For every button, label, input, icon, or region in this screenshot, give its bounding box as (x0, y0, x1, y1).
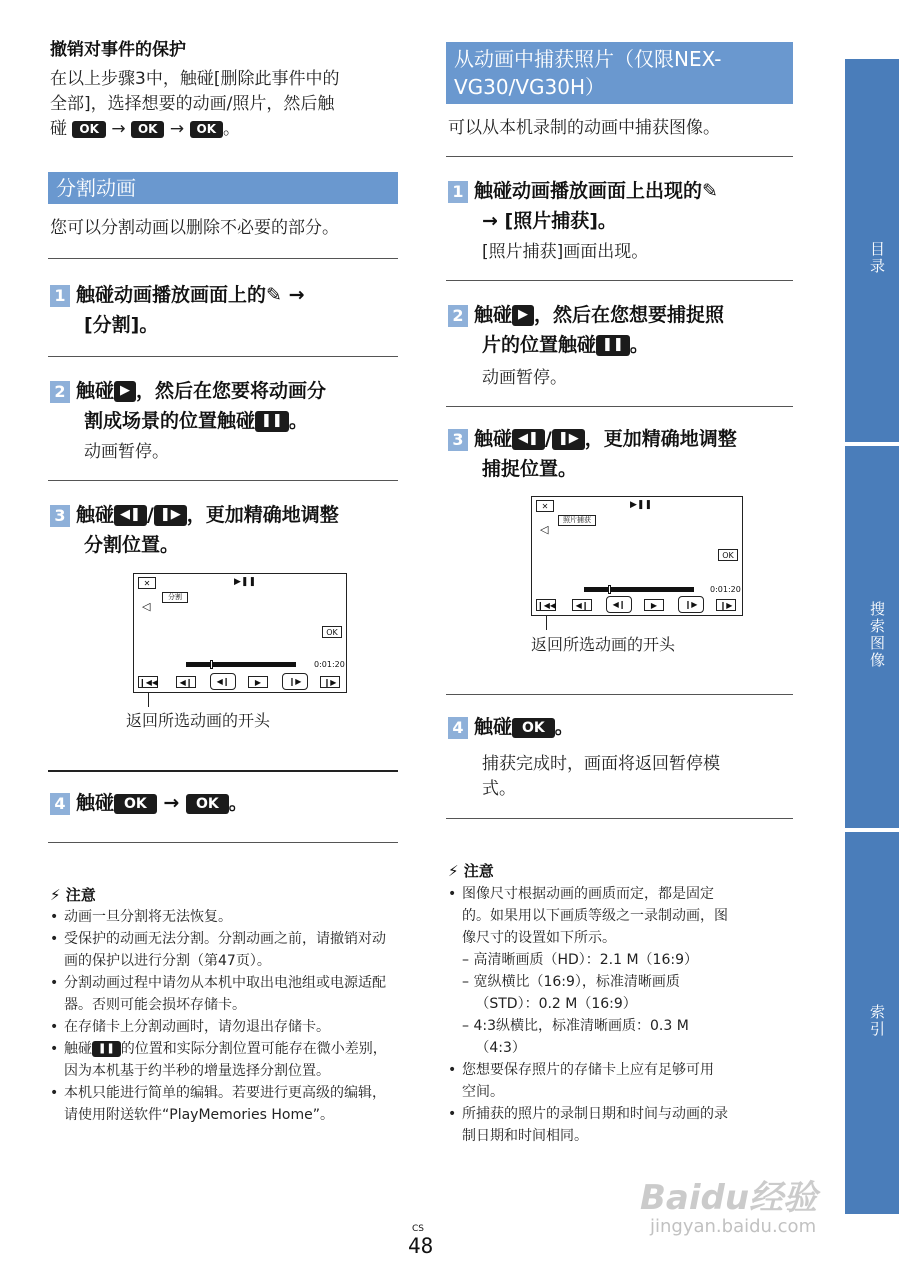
screen-ok: OK (322, 626, 342, 638)
step-number: 3 (50, 505, 70, 527)
screen-time: 0:01:20 (710, 585, 741, 594)
unprotect-text (50, 67, 400, 142)
step-2-sub: 动画暂停。 (84, 442, 169, 462)
go-start-icon: ❙◀◀ (139, 678, 159, 687)
step-4-sub (482, 752, 720, 802)
pause-icon: ❚❚ (255, 411, 289, 432)
tab-label: 索引 (868, 1004, 886, 1038)
note-item (448, 1059, 795, 1103)
dash-text: 宽纵横比（16:9），标准清晰画质 (473, 974, 680, 990)
step-4-sub-line-1: 捕获完成时，画面将返回暂停模 (482, 754, 720, 774)
capture-step-4 (448, 712, 795, 742)
note-item (448, 883, 795, 949)
note-item (50, 1038, 398, 1082)
capture-screen (531, 496, 743, 616)
step-number: 4 (448, 717, 468, 739)
speaker-icon: ◁ (142, 600, 151, 613)
frame-forward-icon: ❚▶ (552, 429, 585, 450)
step-text: 触碰动画播放画面上的 (76, 284, 267, 306)
close-icon: ✕ (138, 577, 156, 589)
play-icon: ▶ (114, 381, 136, 402)
divider (446, 406, 793, 407)
period: 。 (223, 119, 241, 139)
arrow: → (163, 792, 180, 814)
close-icon: ✕ (536, 500, 554, 512)
step-text: 触碰 (76, 380, 115, 402)
step-number: 1 (50, 285, 70, 307)
step-text: 触碰动画播放画面上出现的 (474, 180, 703, 202)
ok-button-icon: OK (114, 794, 157, 814)
step-text-2: 捕捉位置。 (482, 458, 578, 480)
notes-title (448, 860, 494, 881)
capture-heading-2: VG30/VG30H） (454, 75, 606, 99)
divide-step-1 (50, 280, 400, 340)
frame-back-icon: ◀❚ (512, 429, 545, 450)
edit-icon: ✎ (702, 180, 718, 202)
tab-label: 搜索图像 (868, 601, 886, 669)
play-icon: ▶ (644, 599, 664, 611)
step-text: 片的位置触碰 (482, 334, 597, 356)
watermark-url: jingyan.baidu.com (650, 1216, 817, 1237)
step-text: 割成场景的位置触碰 (84, 410, 256, 432)
note-line: 制日期和时间相同。 (462, 1128, 588, 1144)
divide-screen (133, 573, 347, 693)
go-start-icon: ❙◀◀ (537, 601, 557, 610)
step-text: 触碰 (474, 428, 513, 450)
note-prefix: 触碰 (64, 1041, 92, 1057)
dash-item: – 4:3纵横比，标准清晰画质：0.3 M （4:3） (462, 1018, 689, 1056)
step-text: 触碰 (76, 792, 115, 814)
frame-back-icon: ◀❚ (114, 505, 147, 526)
ok-button-icon: OK (72, 121, 106, 138)
divider (446, 156, 793, 157)
slow-forward-icon: ❙▶ (716, 599, 736, 611)
note-line: 的。如果用以下画质等级之一录制动画，图 (462, 908, 728, 924)
tab-search-images[interactable] (845, 444, 899, 828)
step-text: ，更加精确地调整 (584, 428, 737, 450)
step-4-sub-line-2: 式。 (482, 779, 516, 799)
speaker-icon: ◁ (540, 523, 549, 536)
frame-back-button: ◀❙ (210, 673, 236, 690)
tab-index[interactable] (845, 830, 899, 1214)
note-line: 像尺寸的设置如下所示。 (462, 930, 616, 946)
step-text: 。 (629, 334, 649, 356)
page-number: 48 (408, 1234, 434, 1258)
step-text: 触碰 (474, 304, 513, 326)
note-line: 空间。 (462, 1084, 504, 1100)
dash-item: – 高清晰画质（HD）：2.1 M（16:9） (462, 952, 698, 968)
note-text: 的位置和实际分割位置可能存在微小差别，因为本机基于约半秒的增量选择分割位置。 (64, 1041, 387, 1079)
screen-caption: 返回所选动画的开头 (126, 711, 271, 730)
ok-button-icon: OK (186, 794, 229, 814)
note-line: 您想要保存照片的存储卡上应有足够可用 (462, 1062, 714, 1078)
step-text: ，然后在您要将动画分 (136, 380, 327, 402)
unprotect-heading: 撤销对事件的保护 (50, 40, 186, 60)
arrow: → (111, 119, 126, 139)
step-text-2: 分割位置。 (84, 534, 180, 556)
divider (446, 280, 793, 281)
step-text-2: [分割]。 (84, 314, 159, 336)
watermark-logo: Baidu经验 (640, 1178, 818, 1218)
notes-title-text: 注意 (463, 862, 494, 880)
notes-list (448, 883, 795, 1147)
unprotect-line-3 (50, 117, 400, 142)
ok-button-icon: OK (190, 121, 224, 138)
pause-icon: ❚❚ (92, 1041, 121, 1057)
note-item: • 分割动画过程中请勿从本机中取出电池组或电源适配器。否则可能会损坏存储卡。 (50, 972, 398, 1016)
notes-title-text: 注意 (65, 886, 96, 904)
arrow: → (288, 284, 305, 306)
divider (48, 842, 398, 843)
step-text: ，然后在您想要捕捉照 (534, 304, 725, 326)
divide-heading: 分割动画 (48, 172, 398, 204)
divide-step-2 (50, 376, 400, 436)
dash-text: 4:3纵横比，标准清晰画质：0.3 M (473, 1018, 689, 1034)
arrow: → (169, 119, 185, 139)
step-text: 触碰 (474, 716, 513, 738)
dash-text: （4:3） (475, 1040, 526, 1056)
step-text: 。 (288, 410, 308, 432)
frame-back-button: ◀❙ (606, 596, 632, 613)
period: 。 (228, 792, 248, 814)
step-number: 2 (448, 305, 468, 327)
unprotect-line-2: 全部]，选择想要的动画/照片，然后触 (50, 94, 335, 114)
unprotect-line-1: 在以上步骤3中，触碰[删除此事件中的 (50, 69, 340, 89)
progress-bar (186, 662, 296, 667)
ok-button-icon: OK (512, 718, 555, 738)
divide-step-3: 3 触碰 ◀❚ / ❚▶ ，更加精确地调整 分割位置。 (50, 500, 400, 560)
divide-step-4 (50, 788, 400, 818)
notes-title (50, 884, 96, 905)
divider (446, 694, 793, 695)
note-item: • 本机只能进行简单的编辑。若要进行更高级的编辑，请使用附送软件“PlayMemories Home”。 (50, 1082, 398, 1126)
edit-icon: ✎ (266, 284, 282, 306)
callout-line (148, 693, 149, 707)
frame-forward-icon: ❚▶ (154, 505, 187, 526)
frame-forward-button: ❙▶ (282, 673, 308, 690)
play-icon: ▶ (512, 305, 534, 326)
screen-ok: OK (718, 549, 738, 561)
divide-intro: 您可以分割动画以删除不必要的部分。 (50, 218, 339, 238)
step-number: 3 (448, 429, 468, 451)
tab-contents[interactable] (845, 57, 899, 442)
pause-icon: ❚❚ (596, 335, 630, 356)
slow-forward-icon: ❙▶ (320, 676, 340, 688)
slow-back-icon: ◀❙ (572, 599, 592, 611)
slow-back-icon: ◀❙ (176, 676, 196, 688)
note-line: 图像尺寸根据动画的画质而定，都是固定 (462, 886, 714, 902)
footer-lang: CS (412, 1224, 424, 1234)
capture-step-1 (448, 176, 795, 236)
dash-text: （STD）：0.2 M（16:9） (475, 996, 637, 1012)
capture-heading (446, 42, 793, 104)
step-number: 1 (448, 181, 468, 203)
step-text-2: → [照片捕获]。 (482, 210, 617, 232)
period: 。 (554, 716, 574, 738)
progress-bar (584, 587, 694, 592)
dash-item: – 宽纵横比（16:9），标准清晰画质 （STD）：0.2 M（16:9） (462, 974, 680, 1012)
step-text: ，更加精确地调整 (186, 504, 339, 526)
frame-forward-button: ❙▶ (678, 596, 704, 613)
screen-tag: 分割 (162, 592, 188, 603)
dash-text: 高清晰画质（HD）：2.1 M（16:9） (473, 952, 698, 968)
step-1-sub: [照片捕获]画面出现。 (482, 242, 649, 262)
notes-list (50, 906, 398, 1126)
play-pause-icon: ▶❚❚ (234, 577, 257, 587)
ok-button-icon: OK (131, 121, 165, 138)
capture-heading-1: 从动画中捕获照片（仅限NEX- (454, 47, 722, 71)
divider (48, 770, 398, 772)
divider (48, 258, 398, 259)
unprotect-prefix: 碰 (50, 119, 67, 139)
capture-step-2 (448, 300, 795, 360)
caution-icon: ⚡ (50, 886, 61, 904)
note-item: • 在存储卡上分割动画时，请勿退出存储卡。 (50, 1016, 398, 1038)
note-item: • 受保护的动画无法分割。分割动画之前，请撤销对动画的保护以进行分割（第47页）。 (50, 928, 398, 972)
caution-icon: ⚡ (448, 862, 459, 880)
capture-step-3: 3 触碰 ◀❚ / ❚▶ ，更加精确地调整 捕捉位置。 (448, 424, 795, 484)
divider (48, 356, 398, 357)
screen-time: 0:01:20 (314, 660, 345, 669)
step-2-sub: 动画暂停。 (482, 368, 567, 388)
capture-intro: 可以从本机录制的动画中捕获图像。 (448, 118, 720, 138)
tab-label: 目录 (868, 241, 886, 275)
step-text: 触碰 (76, 504, 115, 526)
step-number: 2 (50, 381, 70, 403)
note-line: 所捕获的照片的录制日期和时间与动画的录 (462, 1106, 728, 1122)
divider (446, 818, 793, 819)
progress-marker (210, 660, 213, 669)
note-item: • 动画一旦分割将无法恢复。 (50, 906, 398, 928)
callout-line (546, 616, 547, 630)
play-pause-icon: ▶❚❚ (630, 500, 653, 510)
screen-tag: 照片捕获 (558, 515, 596, 526)
play-icon: ▶ (248, 676, 268, 688)
divider (48, 480, 398, 481)
screen-caption: 返回所选动画的开头 (531, 635, 676, 654)
note-item (448, 1103, 795, 1147)
step-number: 4 (50, 793, 70, 815)
progress-marker (608, 585, 611, 594)
